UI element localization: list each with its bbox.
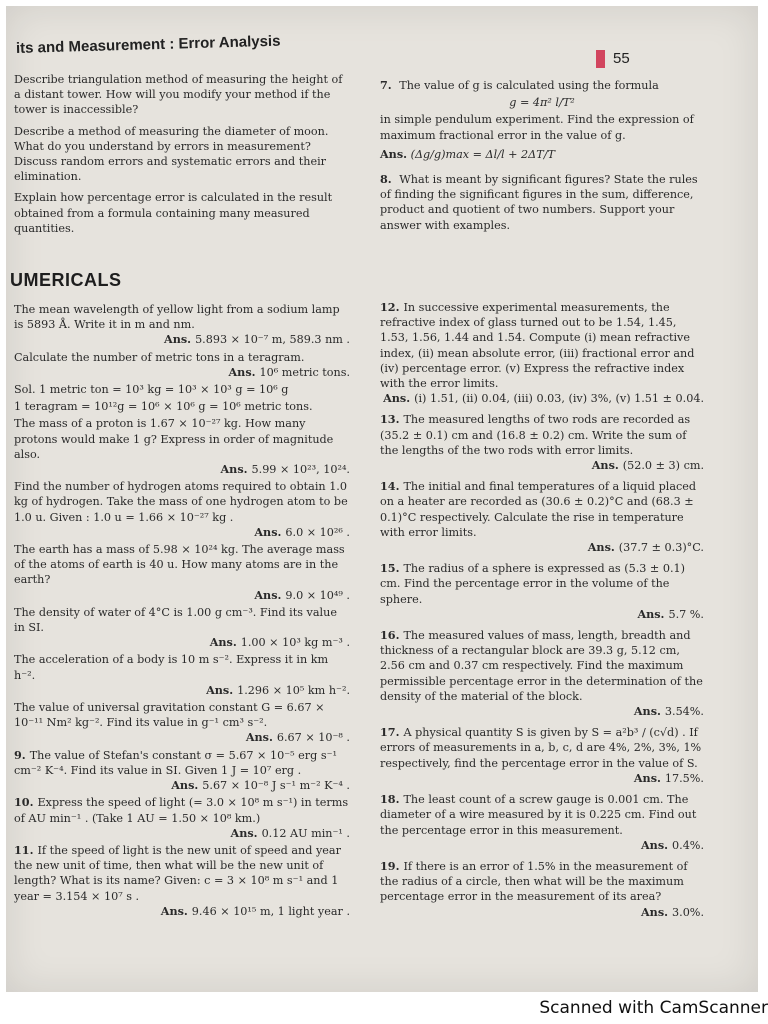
page-number xyxy=(596,50,630,68)
question-text: If the speed of light is the new unit of speed and year the new unit of time, then what will be the new unit of length? What is its name? Given: c = 3 × 10⁸ m s⁻¹ and 1 year = 3.154 × 10⁷ s . xyxy=(14,843,341,903)
answer xyxy=(380,771,704,786)
answer xyxy=(14,462,350,477)
answer xyxy=(14,635,350,650)
footer-watermark: Scanned with CamScanner xyxy=(539,998,768,1018)
question-number: 18. xyxy=(380,792,400,807)
ans-value: 9.0 × 10⁴⁹ . xyxy=(285,588,350,602)
answer xyxy=(380,540,704,555)
ans-value: 9.46 × 10¹⁵ m, 1 light year . xyxy=(191,904,350,918)
ans-label: Ans. xyxy=(637,606,665,621)
question-text: Express the speed of light (= 3.0 × 10⁸ m s⁻¹) in terms of AU min⁻¹ . (Take 1 AU = 1.50 × 10⁸ km.) xyxy=(14,796,349,825)
question-text: The density of water of 4°C is 1.00 g cm⁻³. Find its value in SI. xyxy=(14,605,337,635)
ans-label: Ans. xyxy=(633,704,661,719)
numerical-question xyxy=(14,700,350,746)
answer xyxy=(380,391,704,406)
numerical-question xyxy=(14,479,350,540)
question-text: A physical quantity S is given by S = a²b³ / (c√d) . If errors of measurements in a, b, c, d are 4%, 2%, 3%, 1% respectively, find the percentage error in the value of S. xyxy=(380,726,702,770)
question-text: The measured values of mass, length, breadth and thickness of a rectangular block are 39.3 g, 5.12 cm, 2.56 cm and 0.37 cm respectively. Find the maximum permissible percentage error in the determination of the density of the material of the block. xyxy=(380,629,703,703)
theory-right-column xyxy=(380,78,704,239)
ans-value: 1.00 × 10³ kg m⁻³ . xyxy=(240,636,350,650)
question-8 xyxy=(380,172,704,233)
numerical-question xyxy=(14,748,350,794)
numerical-question xyxy=(380,628,704,719)
formula: g = 4π² l/T² xyxy=(509,96,575,110)
numerical-question xyxy=(14,605,350,651)
ans-label: Ans. xyxy=(591,458,619,473)
question-text: The value of g is calculated using the formula xyxy=(399,79,659,92)
ans-label: Ans. xyxy=(160,903,188,918)
question-number: 9. xyxy=(14,747,26,762)
question-text: The measured lengths of two rods are recorded as (35.2 ± 0.1) cm and (16.8 ± 0.2) cm. Write the sum of the lengths of the two rods with error limits. xyxy=(380,413,691,457)
question-number: 15. xyxy=(380,561,400,576)
question-text: The least count of a screw gauge is 0.001 cm. The diameter of a wire measured by it is 0.225 cm. Find out the percentage error in this measurement. xyxy=(380,793,697,837)
ans-value: 5.893 × 10⁻⁷ m, 589.3 nm . xyxy=(195,333,350,347)
numerical-question xyxy=(14,795,350,841)
ans-value: 5.99 × 10²³, 10²⁴. xyxy=(251,463,350,477)
question-number: 7. xyxy=(380,78,392,92)
answer xyxy=(14,588,350,603)
question-number: 8. xyxy=(380,172,392,187)
theory-left-column xyxy=(14,72,350,242)
chapter-header: its and Measurement : Error Analysis xyxy=(15,32,281,57)
theory-question: Explain how percentage error is calculated in the result obtained from a formula containing many measured quantities. xyxy=(14,191,333,235)
ans-value: 5.7 %. xyxy=(668,607,704,621)
ans-label: Ans. xyxy=(633,770,661,785)
numerical-question xyxy=(380,725,704,786)
ans-label: Ans. xyxy=(641,837,669,852)
ans-label: Ans. xyxy=(383,391,411,406)
ans-value: (37.7 ± 0.3)°C. xyxy=(618,541,704,555)
answer xyxy=(14,525,350,540)
question-text: 1 teragram = 10¹²g = 10⁶ × 10⁶ g = 10⁶ metric tons. xyxy=(14,400,313,414)
ans-value: 1.296 × 10⁵ km h⁻². xyxy=(237,683,350,697)
question-text: The mean wavelength of yellow light from a sodium lamp is 5893 Å. Write it in m and nm. xyxy=(14,303,340,332)
numerical-question xyxy=(380,300,704,406)
question-text: The acceleration of a body is 10 m s⁻². Express it in km h⁻². xyxy=(14,653,329,682)
question-text: What is meant by significant figures? State the rules of finding the significant figures in the sum, difference, product and quotient of two numbers. Support your answer with examples. xyxy=(380,173,698,232)
question-7 xyxy=(380,78,704,162)
numerical-question xyxy=(380,479,704,555)
ans-value: (52.0 ± 3) cm. xyxy=(622,459,704,473)
ans-label: Ans. xyxy=(254,587,282,602)
numerical-question xyxy=(380,561,704,622)
numerical-question xyxy=(14,843,350,919)
ans-label: Ans. xyxy=(254,524,282,539)
ans-label: Ans. xyxy=(641,904,669,919)
ans-label: Ans. xyxy=(380,146,408,161)
numerical-question xyxy=(14,302,350,348)
ans-label: Ans. xyxy=(587,540,615,555)
question-number: 16. xyxy=(380,628,400,643)
question-text: Find the number of hydrogen atoms required to obtain 1.0 kg of hydrogen. Take the mass of one hydrogen atom to be 1.0 u. Given : 1.0 u = 1.66 × 10⁻²⁷ kg . xyxy=(14,480,348,524)
numerical-question xyxy=(380,412,704,473)
ans-value: (i) 1.51, (ii) 0.04, (iii) 0.03, (iv) 3%, (v) 1.51 ± 0.04. xyxy=(414,392,704,406)
question-text: The mass of a proton is 1.67 × 10⁻²⁷ kg. How many protons would make 1 g? Express in order of magnitude also. xyxy=(14,417,334,461)
answer xyxy=(380,607,704,622)
question-number: 11. xyxy=(14,842,34,857)
question-text: The value of Stefan's constant σ = 5.67 × 10⁻⁵ erg s⁻¹ cm⁻² K⁻⁴. Find its value in SI. Given 1 J = 10⁷ erg . xyxy=(14,748,337,777)
answer xyxy=(14,683,350,698)
scanned-page xyxy=(6,6,758,992)
numerical-question xyxy=(380,859,704,920)
theory-question: Discuss random errors and systematic errors and their elimination. xyxy=(14,155,327,184)
ans-label: Ans. xyxy=(171,778,199,793)
question-text: Sol. 1 metric ton = 10³ kg = 10³ × 10³ g = 10⁶ g xyxy=(14,383,289,397)
numericals-right-column xyxy=(380,300,704,926)
question-number: 12. xyxy=(380,300,400,314)
question-text: If there is an error of 1.5% in the measurement of the radius of a circle, then what will be the maximum percentage error in the measurement of its area? xyxy=(380,859,688,904)
question-text: The value of universal gravitation constant G = 6.67 × 10⁻¹¹ Nm² kg⁻². Find its value in g⁻¹ cm³ s⁻². xyxy=(14,701,325,730)
page-marker xyxy=(596,50,605,68)
ans-label: Ans. xyxy=(228,364,256,379)
ans-value: 6.0 × 10²⁶ . xyxy=(285,525,350,539)
section-title: UMERICALS xyxy=(10,270,122,290)
question-text: The radius of a sphere is expressed as (5.3 ± 0.1) cm. Find the percentage error in the volume of the sphere. xyxy=(380,562,686,606)
answer xyxy=(14,365,350,380)
question-number: 13. xyxy=(380,412,400,427)
ans-label: Ans. xyxy=(206,682,234,697)
question-text: The earth has a mass of 5.98 × 10²⁴ kg. The average mass of the atoms of earth is 40 u. How many atoms are in the earth? xyxy=(14,543,345,587)
theory-question: Describe triangulation method of measuring the height of a distant tower. How will you modify your method if the tower is inaccessible? xyxy=(14,73,343,117)
question-text: Calculate the number of metric tons in a teragram. xyxy=(14,350,305,364)
answer xyxy=(14,904,350,919)
ans-value: 17.5%. xyxy=(664,771,704,785)
ans-value: 5.67 × 10⁻⁸ J s⁻¹ m⁻² K⁻⁴ . xyxy=(202,779,350,793)
answer xyxy=(380,147,704,162)
answer xyxy=(380,905,704,920)
answer xyxy=(14,826,350,841)
ans-value: 6.67 × 10⁻⁸ . xyxy=(276,731,350,745)
ans-formula: (Δg/g)max = Δl/l + 2ΔT/T xyxy=(410,147,555,161)
numerical-question xyxy=(14,652,350,698)
ans-label: Ans. xyxy=(220,462,248,477)
ans-label: Ans. xyxy=(230,825,258,840)
question-text: In successive experimental measurements, the refractive index of glass turned out to be 1.54, 1.45, 1.53, 1.56, 1.44 and 1.54. Compute (i) mean refractive index, (ii) mean absolute error, (iii) fractional error and (iv) percentage error. (v) Express the refractive index with the error limits. xyxy=(380,301,695,391)
numerical-question xyxy=(14,382,350,397)
numerical-question xyxy=(380,792,704,853)
question-number: 14. xyxy=(380,479,400,494)
question-number: 10. xyxy=(14,795,34,810)
numericals-left-column xyxy=(14,302,350,921)
answer xyxy=(14,730,350,745)
theory-question: Describe a method of measuring the diameter of moon. xyxy=(14,124,329,138)
numerical-question xyxy=(14,542,350,603)
ans-label: Ans. xyxy=(209,635,237,650)
ans-label: Ans. xyxy=(164,332,192,347)
question-number: 17. xyxy=(380,725,400,740)
answer xyxy=(380,704,704,719)
question-text: The initial and final temperatures of a liquid placed on a heater are recorded as (30.6 ± 0.2)°C and (68.3 ± 0.1)°C respectively. Calculate the rise in temperature with error limits. xyxy=(380,480,697,539)
question-text-cont: in simple pendulum experiment. Find the expression of maximum fractional error in the value of g. xyxy=(380,113,694,142)
answer xyxy=(380,458,704,473)
numerical-question xyxy=(14,416,350,477)
page-number-text: 55 xyxy=(613,50,630,67)
question-number: 19. xyxy=(380,858,400,873)
ans-value: 3.54%. xyxy=(664,705,704,719)
ans-value: 3.0%. xyxy=(672,905,704,919)
answer xyxy=(14,332,350,347)
numerical-question xyxy=(14,350,350,380)
ans-value: 0.12 AU min⁻¹ . xyxy=(261,826,350,840)
ans-label: Ans. xyxy=(245,730,273,745)
ans-value: 10⁶ metric tons. xyxy=(259,365,350,379)
answer xyxy=(380,838,704,853)
answer xyxy=(14,778,350,793)
numerical-question xyxy=(14,399,350,414)
ans-value: 0.4%. xyxy=(672,838,704,852)
theory-question: What do you understand by errors in measurement? xyxy=(14,139,311,153)
